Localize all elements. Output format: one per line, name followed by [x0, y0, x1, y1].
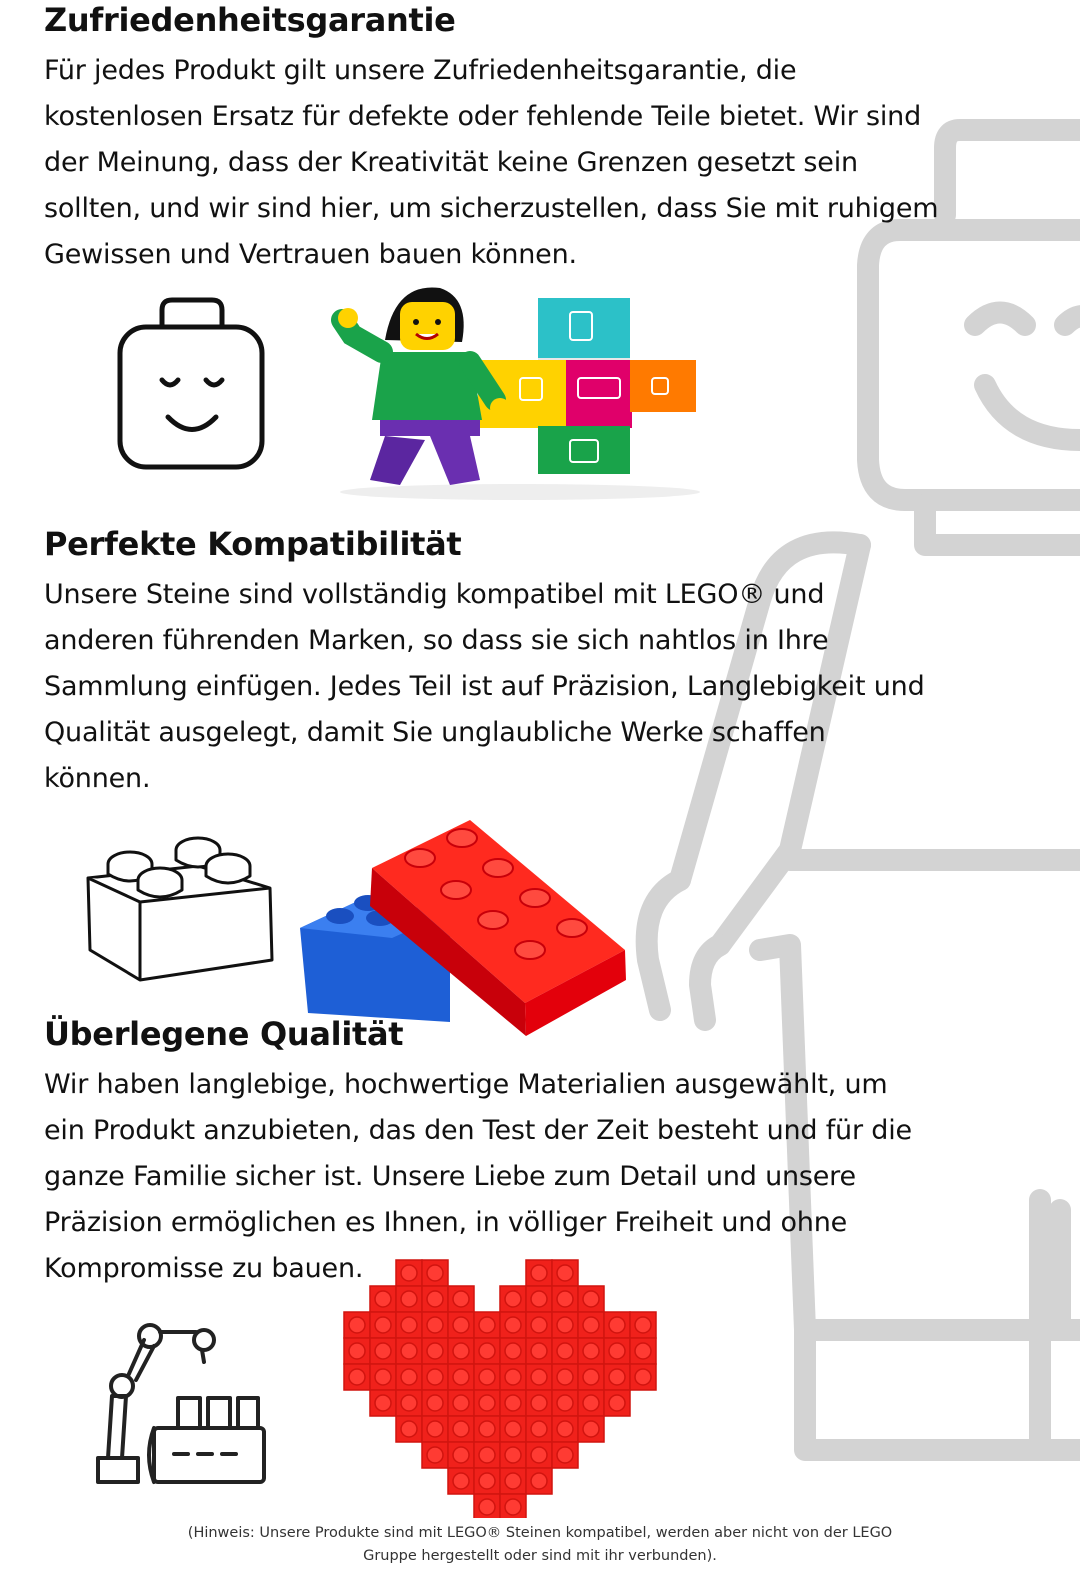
- minifigure-with-bricks-image: [330, 280, 710, 502]
- section-text: Wir haben langlebige, hochwertige Materialien ausgewählt, um ein Produkt anzubieten, das den Test der Zeit besteht und für die ganze Familie sicher ist. Unsere Liebe zum Detail und unsere Präzision ermöglichen es Ihnen, in völliger Freiheit und ohne Kompromisse zu bauen.: [44, 1069, 912, 1284]
- section-title: Perfekte Kompatibilität: [44, 525, 462, 563]
- section-satisfaction: [44, 0, 938, 278]
- section-title: Zufriedenheitsgarantie: [44, 1, 456, 39]
- robot-arm-factory-icon: [92, 1318, 272, 1488]
- disclaimer-note: (Hinweis: Unsere Produkte sind mit LEGO® Steinen kompatibel, werden aber nicht von der LEGO Gruppe hergestellt oder sind mit ihr verbunden).: [187, 1525, 893, 1564]
- smiling-head-icon: [112, 292, 272, 472]
- section-quality: [44, 1014, 912, 1292]
- red-blue-bricks-image: [300, 808, 630, 1038]
- section-text: Unsere Steine sind vollständig kompatibel mit LEGO® und anderen führenden Marken, so dass sie sich nahtlos in Ihre Sammlung einfügen. Jedes Teil ist auf Präzision, Langlebigkeit und Qualität ausgelegt, damit Sie unglaubliche Werke schaffen können.: [44, 579, 925, 794]
- section-compatibility: [44, 524, 925, 802]
- brick-outline-icon: [80, 830, 280, 990]
- section-title: Überlegene Qualität: [44, 1015, 404, 1053]
- section-text: Für jedes Produkt gilt unsere Zufriedenheitsgarantie, die kostenlosen Ersatz für defekte oder fehlende Teile bietet. Wir sind der Meinung, dass der Kreativität keine Grenzen gesetzt sein sollten, und wir sind hier, um sicherzustellen, dass Sie mit ruhigem Gewissen und Vertrauen bauen können.: [44, 55, 939, 270]
- brick-heart-image: [340, 1258, 658, 1518]
